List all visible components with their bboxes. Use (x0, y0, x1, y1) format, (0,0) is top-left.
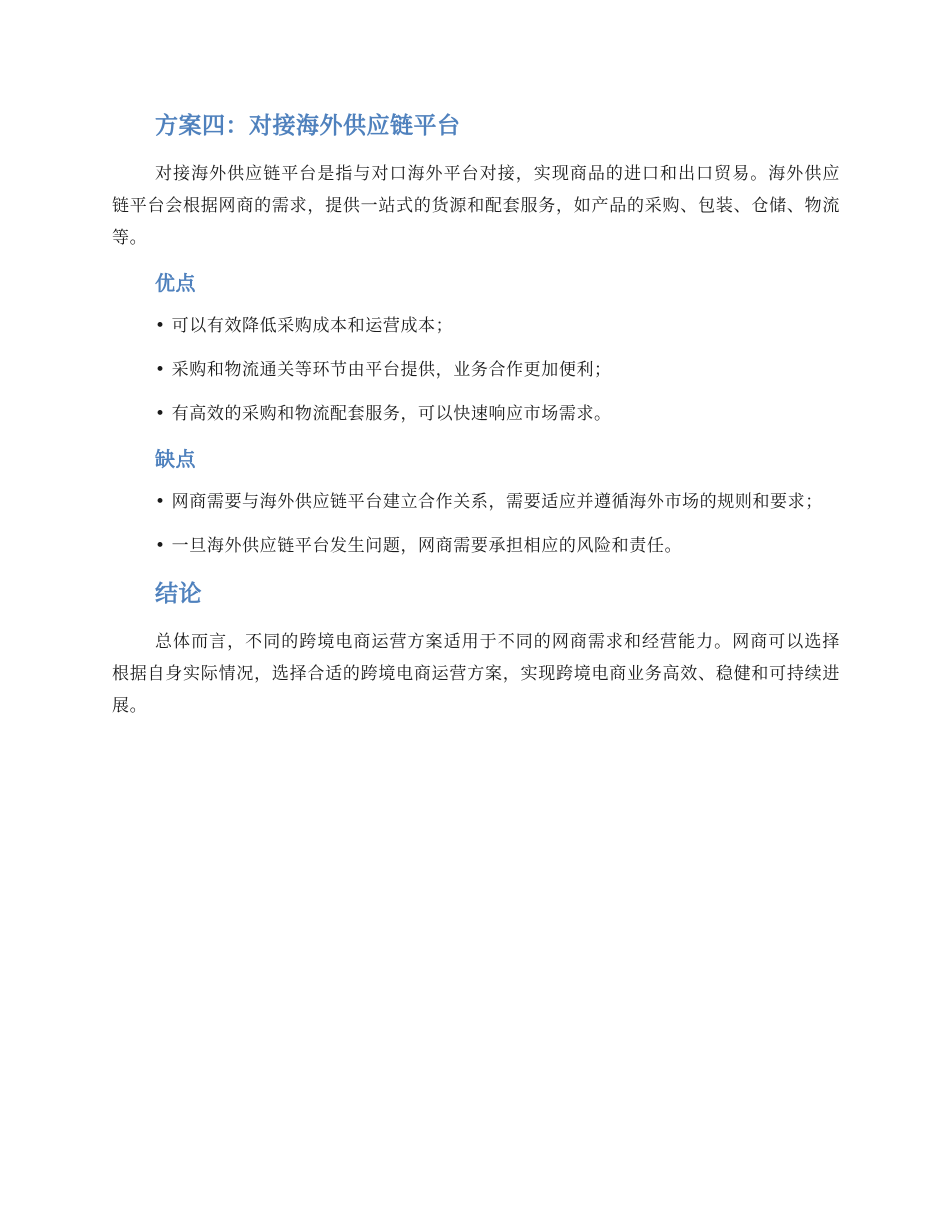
bullet-icon: • (155, 404, 166, 424)
list-item-text: 采购和物流通关等环节由平台提供，业务合作更加便利； (171, 360, 612, 380)
list-item-text: 可以有效降低采购成本和运营成本； (171, 316, 454, 336)
bullet-icon: • (155, 316, 166, 336)
list-item-text: 一旦海外供应链平台发生问题，网商需要承担相应的风险和责任。 (171, 536, 683, 556)
section-title: 方案四：对接海外供应链平台 (155, 113, 461, 139)
cons-list (112, 486, 840, 562)
cons-heading: 缺点 (155, 447, 196, 471)
pros-list (112, 310, 840, 430)
bullet-icon: • (155, 360, 166, 380)
list-item (112, 310, 840, 342)
list-item (112, 486, 840, 518)
conclusion-text: 总体而言，不同的跨境电商运营方案适用于不同的网商需求和经营能力。网商可以选择根据自身实际情况，选择合适的跨境电商运营方案，实现跨境电商业务高效、稳健和可持续进展。 (112, 632, 840, 716)
list-item (112, 354, 840, 386)
bullet-icon: • (155, 492, 166, 512)
pros-heading: 优点 (155, 271, 196, 295)
list-item (112, 398, 840, 430)
section-intro: 对接海外供应链平台是指与对口海外平台对接，实现商品的进口和出口贸易。海外供应链平台会根据网商的需求，提供一站式的货源和配套服务，如产品的采购、包装、仓储、物流等。 (112, 164, 840, 248)
list-item-text: 网商需要与海外供应链平台建立合作关系，需要适应并遵循海外市场的规则和要求； (171, 492, 823, 512)
bullet-icon: • (155, 536, 166, 556)
conclusion-heading: 结论 (155, 581, 202, 607)
document-page (112, 106, 840, 734)
list-item (112, 530, 840, 562)
list-item-text: 有高效的采购和物流配套服务，可以快速响应市场需求。 (171, 404, 612, 424)
